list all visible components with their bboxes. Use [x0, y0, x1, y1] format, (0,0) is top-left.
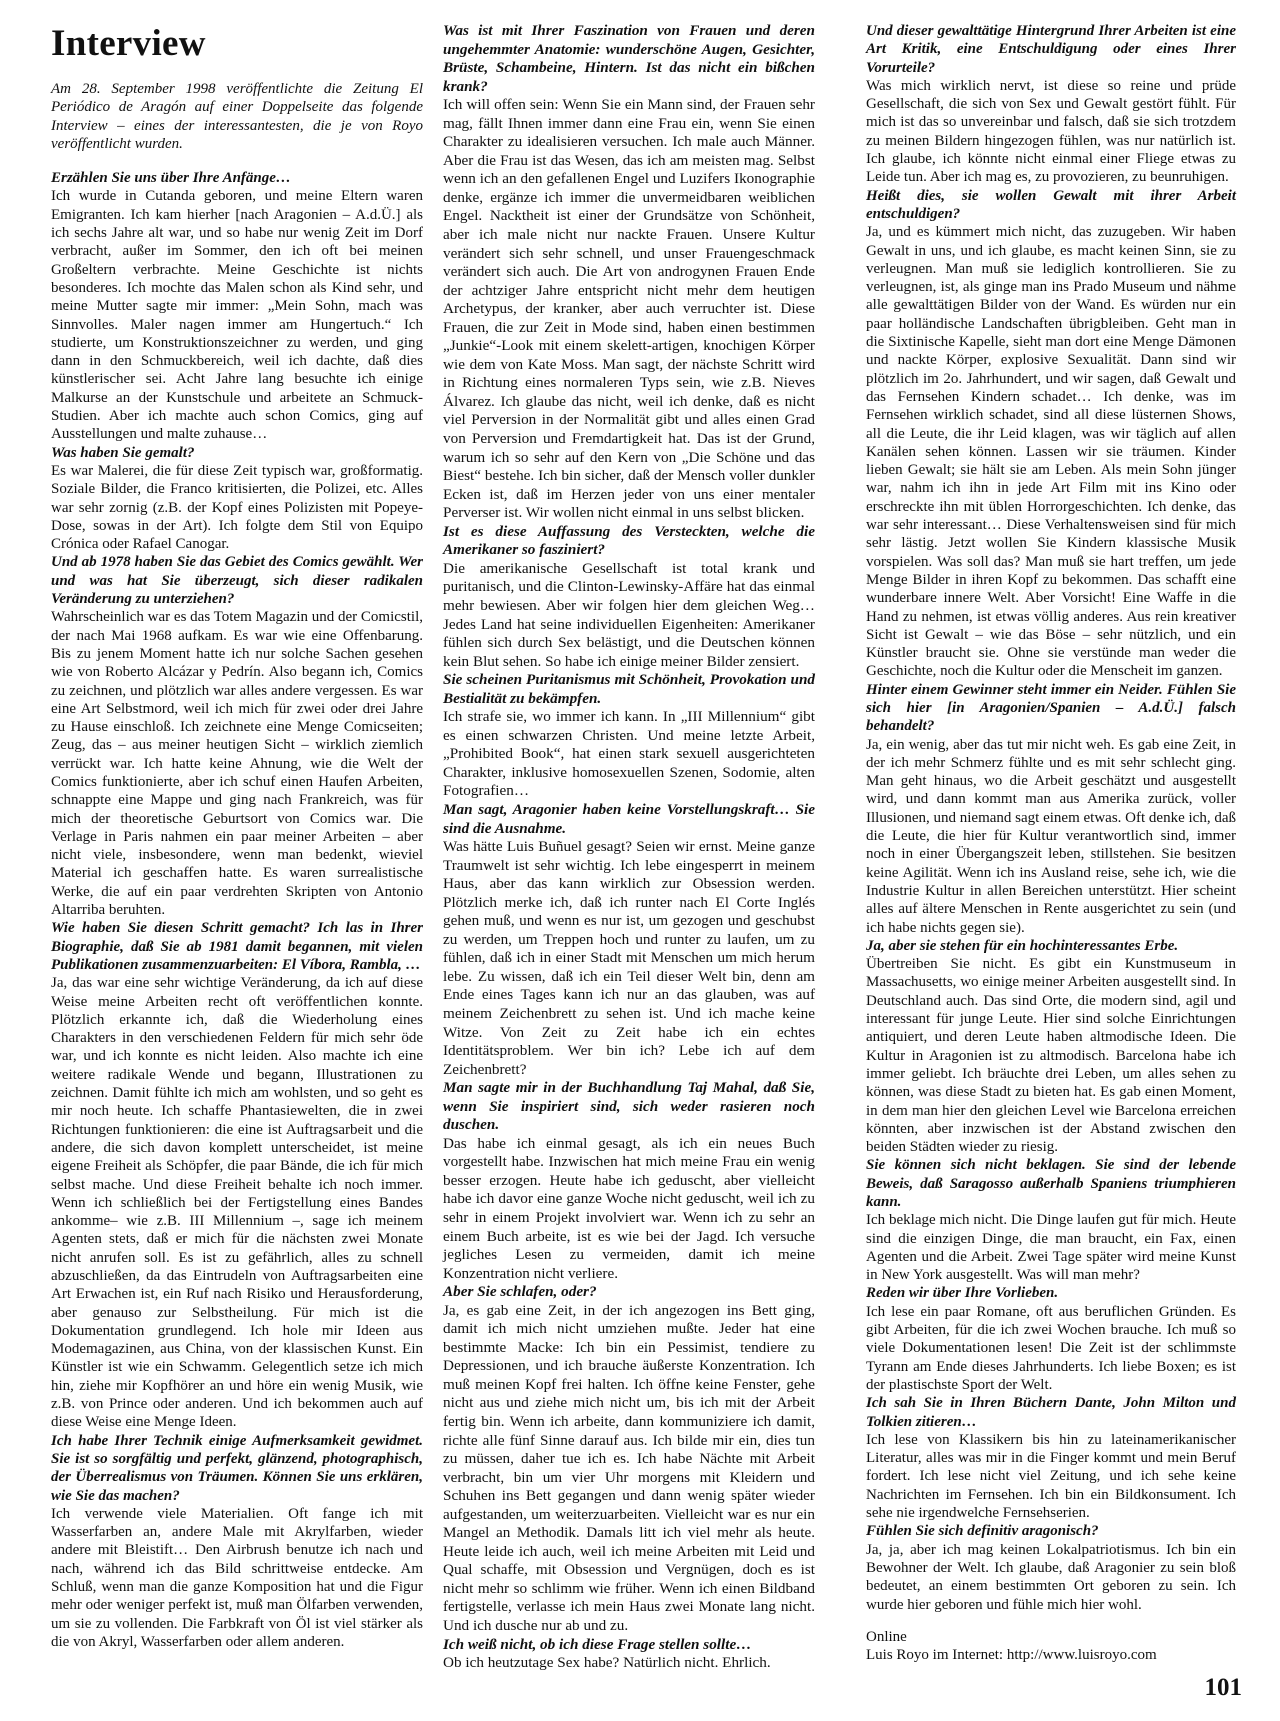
answer: Ich beklage mich nicht. Die Dinge laufen gut für mich. Heute sind die einzigen Dinge, die man braucht, ein Fax, einen Agenten und die Arbeit. Zwei Tage später wird meine Kunst in New York ausgestellt. Was will man mehr? — [866, 1212, 1236, 1284]
answer: Übertreiben Sie nicht. Es gibt ein Kunstmuseum in Massachusetts, wo einige meiner Arbeiten ausgestellt sind. In Deutschland auch. Das sind Orte, die modern sind, agil und interessant für junge Leute. Hier sind solche Einrichtungen antiquiert, und deren Leute haben altmodische Ideen. Die Kultur in Aragonien ist zu altmodisch. Barcelona habe ich immer geliebt. Ich bräuchte drei Leben, um alles sehen zu können, was diese Stadt zu bieten hat. Es gab einen Moment, in dem man hier den gleichen Level wie Barcelona erreichen könnten, aber inzwischen ist der Abstand zwischen den beiden Städten wieder zu riesig. — [866, 956, 1236, 1156]
online-label: Online — [866, 1628, 907, 1645]
answer: Ich lese von Klassikern bis hin zu lateinamerikanischer Literatur, alles was mir in die Finger kommt und mein Beruf fordert. Ich lese nicht viel Zeitung, und ich sehe keine Nachrichten im Fernsehen. Ich bin ein Bildkonsument. Ich sehe nie irgendwelche Fernsehserien. — [866, 1431, 1236, 1522]
answer: Die amerikanische Gesellschaft ist total krank und puritanisch, und die Clinton-Lewinsky-Affäre hat das einmal mehr bewiesen. Aber wir folgen hier dem gleichen Weg… Jedes Land hat seine individuellen Eigenheiten: Amerikaner fühlen sich durch Sex belästigt, und die Deutschen können kein Blut sehen. So habe ich einige meiner Bilder zensiert. — [443, 559, 815, 670]
question: Reden wir über Ihre Vorlieben. — [866, 1285, 1059, 1302]
answer: Das habe ich einmal gesagt, als ich ein neues Buch vorgestellt habe. Inzwischen hat mich meine Frau ein wenig besser erzogen. Heute habe ich geduscht, aber vielleicht habe ich davor eine ganze Woche nicht geduscht, weil ich zu sehr in einem Projekt involviert war. Wenn ich zu sehr an einem Buch arbeite, ist es wie bei der Jagd. Ich versuche jegliches Lesen zu vermeiden, damit ich meine Konzentration nicht verliere. — [443, 1134, 815, 1282]
question: Und ab 1978 haben Sie das Gebiet des Comics gewählt. Wer und was hat Sie überzeugt, sich dieser radikalen Veränderung zu unterziehen? — [51, 554, 423, 608]
answer: Was hätte Luis Buñuel gesagt? Seien wir ernst. Meine ganze Traumwelt ist sehr wichtig. Ich lebe eingesperrt in meinem Haus, aber das kann wirklich zur Obsession werden. Plötzlich merke ich, daß ich runter nach El Corte Inglés gehen muß, und wenn es nur ist, um gezogen und geschubst zu werden, um Treppen hoch und runter zu laufen, um zu fühlen, daß ich in einer Stadt mit Menschen um mich herum lebe. Zu wissen, daß ich ein Teil dieser Welt bin, denn am Ende eines Tages kann ich nur an das glauben, was auf meinem Zeichenbrett zu sehen ist. Und ich mache keine Witze. Von Zeit zu Zeit habe ich ein echtes Identitätsproblem. Wer bin ich? Lebe ich auf dem Zeichenbrett? — [443, 838, 815, 1078]
question: Fühlen Sie sich definitiv aragonisch? — [866, 1523, 1099, 1540]
question: Ja, aber sie stehen für ein hochinteressantes Erbe. — [866, 937, 1179, 954]
question: Wie haben Sie diesen Schritt gemacht? Ich las in Ihrer Biographie, daß Sie ab 1981 damit begannen, mit vielen Publikationen zusammenzuarbeiten: El Víbora, Rambla, … — [51, 920, 423, 973]
answer: Ja, und es kümmert mich nicht, das zuzugeben. Wir haben Gewalt in uns, und ich glaube, es macht keinen Sinn, sie zu verleugnen. Man muß sie lediglich kontrollieren. Sie zu verleugnen, ist, als ginge man ins Prado Museum und nähme alle gewalttätigen Bilder von der Wand. Es würden nur ein paar holländische Landschaften übrigbleiben. Geht man in die Sixtinische Kapelle, sieht man dort eine Menge Dämonen und nackte Körper, explosive Sexualität. Dann sind wir plötzlich im 2o. Jahrhundert, und wir sagen, daß Gewalt und das Fernsehen Kindern schadet… Ich denke, was im Fernsehen wirklich schadet, sind all diese lüsternen Shows, all die Leute, die ihr Leid klagen, was wir täglich auf allen Kanälen sehen können. Lassen wir sie träumen. Kinder lieben Gewalt; sie hält sie am Leben. Als mein Sohn jünger war, nahm ich ihn in jede Art Film mit ins Kino oder erschreckte ihn mit üblen Horrorgeschichten. Ich denke, das war sehr interessant… Diese Verhaltensweisen sind für mich sehr lästig. Jetzt wollen Sie Kindern klassische Musik vorspielen. Was soll das? Man muß sie hart treffen, um jede Menge Bilder in ihren Kopf zu bekommen. Das schafft eine wunderbare innere Welt. Aber Vorsicht! Eine Waffe in die Hand zu nehmen, ist etwas völlig anderes. Aus rein kreativer Sicht ist Gewalt – wie das Böse – sehr nützlich, und ein Künstler braucht sie. Ohne sie verstünde man weder die Geschichte, noch die Kultur oder die Menscheit im ganzen. — [866, 224, 1236, 680]
question: Sie scheinen Puritanismus mit Schönheit, Provokation und Bestialität zu bekämpfen. — [443, 671, 815, 707]
question: Ich habe Ihrer Technik einige Aufmerksamkeit gewidmet. Sie ist so sorgfältig und perfekt, glänzend, photographisch, der Überrealismus von Träumen. Können Sie uns erklären, wie Sie das machen? — [51, 1432, 423, 1504]
question: Was haben Sie gemalt? — [51, 444, 195, 461]
answer: Ja, ein wenig, aber das tut mir nicht weh. Es gab eine Zeit, in der ich mehr Schmerz fühlte und es mit sehr schlecht ging. Man geht hinaus, wo die Arbeit geschätzt und ausgestellt wird, und dann kommt man aus Amerika zurück, voller Illusionen, und niemand sagt einem etwas. Oft denke ich, daß die Leute, die hier für Kultur verantwortlich sind, immer noch in einer Übergangszeit leben, stillstehen. Sie besitzen keine Agilität. Wenn ich ins Ausland reise, sehe ich, wie die Industrie Kultur in allen Bereichen unterstützt. Hier scheint alles auf ältere Menschen in Rente ausgerichtet zu sein (und ich habe nichts gegen sie). — [866, 736, 1236, 936]
question: Man sagte mir in der Buchhandlung Taj Mahal, daß Sie, wenn Sie inspiriert sind, sich weder rasieren noch duschen. — [443, 1079, 815, 1134]
page-number: 101 — [1204, 1674, 1242, 1701]
answer: Ich strafe sie, wo immer ich kann. In „III Millennium“ gibt es einen schwarzen Christen. Und meine letzte Arbeit, „Prohibited Book“, hat einen stark sexuell ausgerichteten Charakter, inklusive homosexuellen Szenen, Sodomie, alten Fotografien… — [443, 708, 815, 800]
answer: Ich lese ein paar Romane, oft aus beruflichen Gründen. Es gibt Arbeiten, für die ich zwei Wochen brauche. Ich muß so viele Dokumentationen lesen! Die Zeit ist der schlimmste Tyrann am Ende dieses Jahrhunderts. Ich liebe Boxen; es ist der plastischste Sport der Welt. — [866, 1303, 1236, 1393]
answer: Ich wurde in Cutanda geboren, und meine Eltern waren Emigranten. Ich kam hierher [nach Aragonien – A.d.Ü.] als ich sechs Jahre alt war, und so habe nur wenig Zeit im Dorf verbracht, außer im Sommer, den ich oft bei meinen Großeltern verbrachte. Meine Geschichte ist nichts besonderes. Ich mochte das Malen schon als Kind sehr, und meine Mutter sagte mir immer: „Mein Sohn, mach was Sinnvolles. Maler nagen immer am Hungertuch.“ Ich studierte, um Konstruktionszeichner zu werden, und ging dann in den Schmuckbereich, weil ich dachte, daß dies künstlerischer sei. Acht Jahre lang besuchte ich einige Malkurse an der Kunstschule und arbeitete an Schmuck-Studien. Aber ich machte auch schon Comics, ging auf Ausstellungen und malte zuhause… — [51, 188, 423, 443]
question: Ich weiß nicht, ob ich diese Frage stellen sollte… — [443, 1635, 752, 1653]
intro-paragraph: Am 28. September 1998 veröffentlichte die Zeitung El Periódico de Aragón auf einer Doppelseite das folgende Interview – eines der interessantesten, die je von Royo veröffentlicht wurden. — [51, 81, 423, 152]
question: Ist es diese Auffassung des Versteckten, welche die Amerikaner so fasziniert? — [443, 522, 815, 559]
answer: Es war Malerei, die für diese Zeit typisch war, großformatig. Soziale Bilder, die Franco kritisierten, die Polizei, etc. Alles war sehr zornig (z.B. der Kopf eines Polizisten mit Popeye-Dose, sowas in der Art). Ich folgte dem Stil von Equipo Crónica oder Rafael Canogar. — [51, 462, 423, 553]
online-link-text: Luis Royo im Internet: http://www.luisroyo.com — [866, 1647, 1157, 1664]
answer: Wahrscheinlich war es das Totem Magazin und der Comicstil, der nach Mai 1968 aufkam. Es war wie eine Offenbarung. Bis zu jenem Moment hatte ich nur solche Sachen gesehen wie von Roberto Alcázar y Pedrín. Also begann ich, Comics zu zeichnen, und plötzlich war alles andere vergessen. Es war eine Art Selbstmord, weil ich mich für zwei oder drei Jahre zu Hause einschloß. Ich zeichnete eine Menge Comicseiten; Zeug, das – aus meiner heutigen Sicht – wirklich ziemlich verrückt war. Ich hatte keine Ahnung, wie die Welt der Comics funktionierte, aber ich schuf einen Haufen Arbeiten, schnappte eine Mappe und ging nach Frankreich, was für mich der theoretische Geburtsort von Comics war. Die Verlage in Paris nahmen ein paar meiner Arbeiten – aber nicht viele, insbesondere, wenn man bedenkt, wieviel Material ich geschaffen hatte. Es waren surrealistische Werke, die auf ein paar verdrehten Skripten von Antonio Altarriba beruhten. — [51, 609, 423, 919]
column-1 — [51, 22, 423, 1651]
question: Aber Sie schlafen, oder? — [443, 1283, 597, 1301]
question: Erzählen Sie uns über Ihre Anfänge… — [51, 170, 291, 187]
column-2 — [443, 22, 815, 1673]
question: Was ist mit Ihrer Faszination von Frauen und deren ungehemmter Anatomie: wunderschöne Augen, Gesichter, Brüste, Schambeine, Hintern. Ist das nicht ein bißchen krank? — [443, 22, 815, 95]
answer: Ob ich heutzutage Sex habe? Natürlich nicht. Ehrlich. — [443, 1654, 771, 1672]
question: Sie können sich nicht beklagen. Sie sind der lebende Beweis, daß Saragosso außerhalb Spaniens triumphieren kann. — [866, 1157, 1236, 1210]
column-3 — [866, 22, 1236, 1664]
answer: Ich verwende viele Materialien. Oft fange ich mit Wasserfarben an, andere Male mit Akrylfarben, wieder andere mit Bleistift… Den Airbrush benutze ich nach und nach, während ich das Bild schrittweise entdecke. Am Schluß, wenn man die ganze Komposition hat und die Figur mehr oder weniger perfekt ist, muß man Ölfarben verwenden, um sie zu vollenden. Die Farbkraft von Öl ist viel stärker als die von Akryl, Wasserfarben oder allem anderen. — [51, 1505, 423, 1650]
answer: Ja, ja, aber ich mag keinen Lokalpatriotismus. Ich bin ein Bewohner der Welt. Ich glaube, daß Aragonier zu sein bloß bedeutet, an einem bestimmten Ort geboren zu sein. Ich wurde hier geboren und fühle mich hier wohl. — [866, 1541, 1236, 1613]
question: Heißt dies, sie wollen Gewalt mit ihrer Arbeit entschuldigen? — [866, 187, 1236, 222]
answer: Ja, das war eine sehr wichtige Veränderung, da ich auf diese Weise meine Arbeiten recht oft veröffentlichen konnte. Plötzlich erkannte ich, daß die Wiederholung eines Charakters in den verschiedenen Feldern für mich sehr öde war, und ich konnte es nicht leiden. Also machte ich eine weitere radikale Wende und begann, Illustrationen zu zeichnen. Damit fühlte ich mich am wohlsten, und so geht es mir noch heute. Ich schaffe Phantasiewelten, die in zwei Richtungen funktionieren: die eine ist Auftragsarbeit und die andere, die sich davon komplett unterscheidet, ist meine eigene Freiheit als Schöpfer, die paar Bände, die ich für mich selbst mache. Und diese Freiheit behalte ich noch immer. Wenn ich schließlich bei der Fertigstellung eines Bandes ankomme– wie z.B. III Millennium –, sage ich meinem Agenten stets, daß er mich für die nächsten zwei Monate nicht anrufen soll. Es ist zu gefährlich, alles zu schnell abzuschließen, da das Eintrudeln von Auftragsarbeiten eine Art Erwachen ist, ein Ruf nach Risiko und Herausforderung, aber genauso zur Selbstheilung. Für mich ist die Dokumentation grundlegend. Ich hole mir Ideen aus Modemagazinen, aus China, von der klassischen Kunst. Ein Künstler ist wie ein Schwamm. Gelegentlich setze ich mich hin, ziehe mir Kopfhörer an und höre ein wenig Musik, wie z.B. von Prince oder anderen. Und ich bekommen auch auf diese Weise eine Menge Ideen. — [51, 975, 423, 1431]
question: Und dieser gewalttätige Hintergrund Ihrer Arbeiten ist eine Art Kritik, eine Entschuldigung oder eines Ihrer Vorurteile? — [866, 23, 1236, 76]
question: Ich sah Sie in Ihren Büchern Dante, John Milton und Tolkien zitieren… — [866, 1395, 1236, 1430]
answer: Was mich wirklich nervt, ist diese so reine und prüde Gesellschaft, die sich von Sex und Gewalt gestört fühlt. Für mich ist das so unvereinbar und falsch, daß sie sich trotzdem zu meinen Bildern hingezogen fühlen, was nur natürlich ist. Ich glaube, ich könnte nicht einmal einer Fliege etwas zu Leide tun. Aber ich mag es, zu provozieren, zu beunruhigen. — [866, 77, 1236, 186]
online-info — [866, 1628, 1236, 1665]
page-title: Interview — [51, 23, 206, 64]
answer: Ich will offen sein: Wenn Sie ein Mann sind, der Frauen sehr mag, fällt Ihnen immer dann eine Frau ein, wenn Sie einen Charakter zu idealisieren versuchen. Ich male auch Männer. Aber die Frau ist das Wesen, das ich am meisten mag. Selbst wenn ich an den gefallenen Engel und Luzifers Ikonographie denke, ergänze ich immer die unvermeidbaren weiblichen Engel. Nacktheit ist einer der Grundsätze von Schönheit, aber ich male nicht nur nackte Frauen. Unsere Kultur verändert sich sehr schnell, und unser Frauengeschmack verändert sich auch. Die Art von androgynen Frauen Ende der achtziger Jahre entspricht nicht mehr dem heutigen Archetypus, der kranker, aber auch verruchter ist. Diese Frauen, die zur Zeit in Mode sind, haben einen bestimmen „Junkie“-Look mit einem skelett-artigen, knochigen Körper wie dem von Kate Moss. Man sagt, der nächste Schritt wird in Richtung eines normaleren Typs sein, wie z.B. Nieves Álvarez. Ich glaube das nicht, weil ich denke, daß es nicht viel Perversion in der Normalität gibt und alles einen Grad von Perversion und Fremdartigkeit hat. Das ist der Grund, warum ich so sehr auf den Kern von „Die Schöne und das Biest“ bestehe. Ich bin sicher, daß der Mensch voller dunkler Ecken ist, daß im Herzen jeder von uns einer mentaler Perverser ist. Wir wollen nicht einmal in uns selbst blicken. — [443, 96, 815, 522]
question: Man sagt, Aragonier haben keine Vorstellungskraft… Sie sind die Ausnahme. — [443, 800, 815, 837]
question: Hinter einem Gewinner steht immer ein Neider. Fühlen Sie sich hier [in Aragonien/Spanien – A.d.Ü.] falsch behandelt? — [866, 681, 1236, 735]
answer: Ja, es gab eine Zeit, in der ich angezogen ins Bett ging, damit ich mich nicht umziehen mußte. Jeder hat eine bestimmte Macke: Ich bin ein Pessimist, tendiere zu Depressionen, und ich brauche äußerste Konzentration. Ich muß meinen Kopf frei halten. Ich öffne keine Fenster, gehe nicht aus und ziehe mich nicht um, bis ich mit der Arbeit fertig bin. Wenn ich arbeite, dann kommuniziere ich damit, richte alle fünf Sinne darauf aus. Ich bilde mir ein, dies tun zu müssen, daher tue ich es. Ich habe Nächte mit Arbeit verbracht, bin um vier Uhr morgens mit Kleidern und Schuhen ins Bett gegangen und dann wenig später wieder aufgestanden, um weiterzuarbeiten. Vielleicht war es nur ein Mangel an Methodik. Damals litt ich viel mehr als heute. Heute leide ich auch, weil ich meine Arbeiten mit Leid und Qual schaffe, mit Obsession und Vergnügen, doch es ist nicht mehr so schlimm wie früher. Wenn ich einen Bildband fertigstelle, verlasse ich mein Haus zwei Monate lang nicht. Und ich dusche nur ab und zu. — [443, 1301, 815, 1635]
